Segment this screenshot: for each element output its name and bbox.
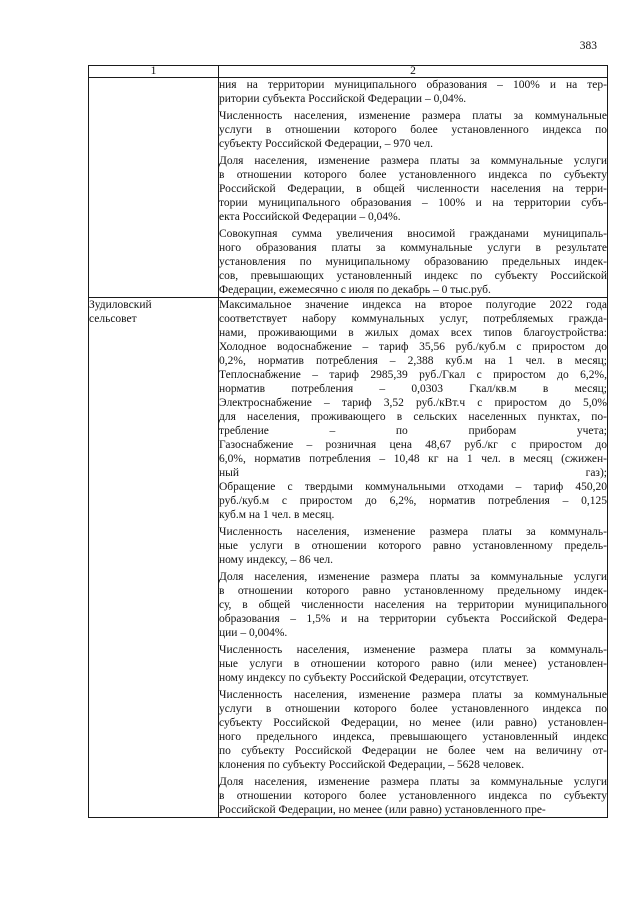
text-line: куб.м на 1 чел. в месяц. [219,509,335,521]
paragraph [219,775,607,817]
municipal-index-table [88,65,608,818]
paragraph [219,109,607,151]
text-line: Численность населения, изменение размера платы за коммуналь- [219,526,607,538]
text-line: Численность населения, изменение размера платы за коммунальные [219,689,607,701]
paragraph [219,643,607,685]
municipality-name-cell [89,78,219,298]
paragraph [219,78,607,106]
text-line: услуги в отношении которого более установленного индекса по [219,124,607,136]
paragraph [219,688,607,772]
index-description-cell [219,298,608,818]
text-line: 6,0%, норматив потребления – 10,48 кг на 1 чел. в месяц (сжижен- [219,453,607,465]
text-line: в отношении которого более установленного индекса по субъекту [219,790,607,802]
municipality-name-line: Зудиловский [89,299,152,311]
text-line: сов, превышающих установленный индекс по субъекту Российской [219,270,607,282]
text-line: су, в общей численности населения на территории муниципального [219,599,607,611]
table-row [89,298,608,818]
text-line: руб./куб.м с приростом до 6,2%, норматив потребления – 0,125 [219,495,607,507]
index-description-cell [219,78,608,298]
text-line: установления по муниципальному образованию предельных индек- [219,256,607,268]
text-line: субъекту Российской Федерации, но менее (или равно) установлен- [219,717,607,729]
text-line: субъекту Российской Федерации, – 970 чел. [219,138,433,150]
text-line: Федерации, ежемесячно с июля по декабрь – 0 тыс.руб. [219,284,491,296]
text-line: ному индексу, – 86 чел. [219,554,333,566]
text-line: нами, проживающими в жилых домах всех типов благоустройства: [219,327,607,339]
paragraph [219,298,607,522]
text-line: в отношении которого равно установленному предельному индек- [219,585,607,597]
text-line: тории муниципального образования – 100% и на территории субъ- [219,197,607,209]
text-line: Российской Федерации, но менее (или равно) установленного пре- [219,804,546,816]
page-number: 383 [579,40,597,52]
column-header-1: 1 [89,66,219,78]
text-line: норматив потребления – 0,0303 Гкал/кв.м в месяц; [219,383,607,395]
text-line: ритории субъекта Российской Федерации – 0,04%. [219,93,467,105]
text-line: Доля населения, изменение размера платы за коммунальные услуги [219,155,607,167]
header-row [89,66,608,78]
text-line: в отношении которого более установленного индекса по субъекту [219,169,607,181]
paragraph [219,154,607,224]
text-line: ные услуги в отношении которого равно (или менее) установлен- [219,658,607,670]
paragraph [219,570,607,640]
text-line: Электроснабжение – тариф 3,52 руб./кВт.ч с приростом до 5,0% [219,397,607,409]
municipality-name-line: сельсовет [89,313,137,325]
text-line: Холодное водоснабжение – тариф 35,56 руб./куб.м с приростом до [219,341,607,353]
text-line: ному индексу по субъекту Российской Федерации, отсутствует. [219,672,529,684]
table-body [89,66,608,818]
text-line: ния на территории муниципального образования – 100% и на тер- [219,79,607,91]
text-line: Теплоснабжение – тариф 2985,39 руб./Гкал с приростом до 6,2%, [219,369,607,381]
text-line: ного образования платы за коммунальные услуги в результате [219,242,607,254]
text-line: Совокупная сумма увеличения вносимой гражданами муниципаль- [219,228,607,240]
text-line: образования – 1,5% и на территории субъекта Российской Федера- [219,613,607,625]
text-line: екта Российской Федерации – 0,04%. [219,211,401,223]
text-line: Максимальное значение индекса на второе полугодие 2022 года [219,299,607,311]
paragraph [219,525,607,567]
column-header-2: 2 [219,66,608,78]
text-line: для населения, проживающего в сельских населенных пунктах, по- [219,411,607,423]
text-line: соответствует набору коммунальных услуг, потребляемых гражда- [219,313,607,325]
text-line: Численность населения, изменение размера платы за коммуналь- [219,644,607,656]
municipality-name-cell [89,298,219,818]
text-line: требление – по приборам учета; [219,425,607,437]
text-line: Российской Федерации, в общей численности населения на терри- [219,183,607,195]
table-row [89,78,608,298]
text-line: Доля населения, изменение размера платы за коммунальные услуги [219,571,607,583]
paragraph [219,227,607,297]
text-line: 0,2%, норматив потребления – 2,388 куб.м на 1 чел. в месяц; [219,355,607,367]
text-line: Доля населения, изменение размера платы за коммунальные услуги [219,776,607,788]
text-line: услуги в отношении которого более установленного индекса по [219,703,607,715]
text-line: ции – 0,004%. [219,627,288,639]
text-line: Обращение с твердыми коммунальными отходами – тариф 450,20 [219,481,607,493]
text-line: Численность населения, изменение размера платы за коммунальные [219,110,607,122]
text-line: ный газ); [219,467,607,479]
text-line: ного предельного индекса, превышающего установленный индекс [219,731,607,743]
text-line: ные услуги в отношении которого равно установленному предель- [219,540,607,552]
text-line: клонения по субъекту Российской Федерации, – 5628 человек. [219,759,525,771]
text-line: Газоснабжение – розничная цена 48,67 руб./кг с приростом до [219,439,607,451]
text-line: по субъекту Российской Федерации не более чем на величину от- [219,745,607,757]
